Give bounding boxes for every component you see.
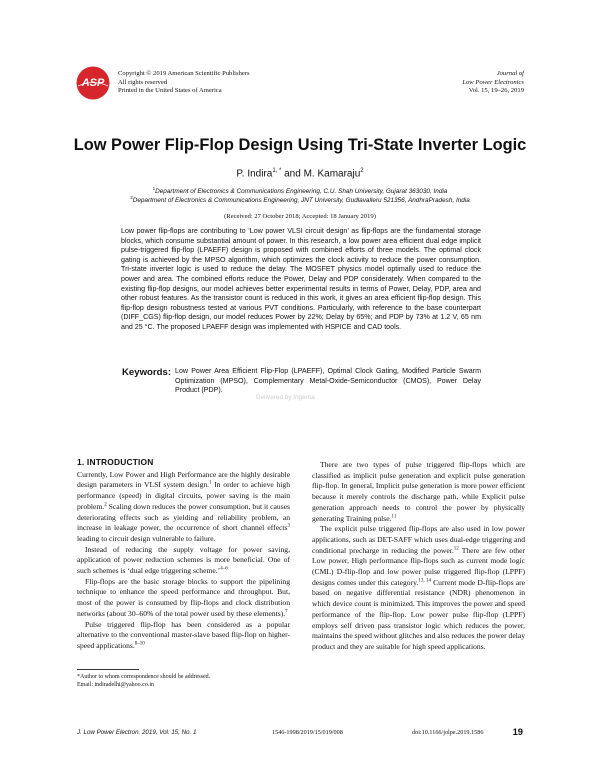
footer-citation: J. Low Power Electron. 2019, Vol. 15, No. 1 — [77, 729, 197, 736]
affiliation-1-text: Department of Electronics & Communications Engineering, C.U. Shah University, Gujarat 363030, India — [155, 188, 448, 196]
page-number: 19 — [512, 726, 523, 737]
asp-logo — [76, 66, 110, 100]
rights-line: All rights reserved — [118, 78, 168, 86]
footnote-correspondence: *Author to whom correspondence should be addressed. — [77, 674, 211, 680]
left-paragraph-4: Pulse triggered flip-flop has been considered as a popular alternative to the conventional master-slave based flip-flop on higher-speed applications.$^{8-10}$ — [77, 619, 290, 650]
author-1-sup: 1, * — [272, 168, 282, 174]
section-title: INTRODUCTION — [86, 457, 154, 467]
watermark: Delivered by Ingenta — [256, 394, 315, 401]
logo-text: ASP — [81, 77, 105, 89]
right-paragraph-1: There are two types of pulse triggered flip-flops which are classified as implicit pulse generation and explicit pulse generation flip-flop. In general, Implicit pulse generation is more power efficient because it merely controls the discharge path, while Explicit pulse generation approach needs to control the power by physically generating Training pulse.$^{11}$ — [312, 460, 525, 523]
printed-line: Printed in the United States of America — [118, 87, 222, 95]
page-footer — [77, 726, 523, 740]
author-2-sup: 2 — [360, 168, 364, 174]
paper-title: Low Power Flip-Flop Design Using Tri-State Inverter Logic — [73, 136, 527, 154]
keywords-text: Low Power Area Efficient Flip-Flop (LPAEFF), Optimal Clock Gating, Modified Particle Swarm Optimization (MPSO), Complementary Metal-Oxide-Semiconductor (CMOS), Power Delay Product (PDP). — [175, 367, 481, 395]
received-dates: (Received: 27 October 2018; Accepted: 18 January 2019) — [224, 213, 376, 220]
affiliation-2-text: Department of Electronics & Communications Engineering, JNT University, Gudlavalleru 521356, AndhraPradesh, India — [132, 197, 470, 205]
section-heading — [77, 457, 290, 468]
affiliation-1 — [60, 186, 540, 195]
section-number: 1. — [77, 457, 85, 467]
footer-issn: 1546-1998/2019/15/019/008 — [272, 729, 343, 736]
author-and: and — [281, 168, 304, 180]
footnote-rule — [77, 669, 139, 670]
journal-of: Journal of — [496, 70, 524, 77]
publisher-info — [118, 70, 250, 96]
footnote-email: Email: indiradelhi@yahoo.co.in — [77, 682, 155, 688]
author-1: P. Indira — [236, 168, 273, 180]
journal-info — [462, 70, 524, 96]
right-paragraph-2: The explicit pulse triggered flip-flops are also used in low power applications, such as DET-SAFF which uses dual-edge triggering and conditional precharge in reducing the power.$^{12}$ There are few other Low power, High performance flip-flops such as current mode logic (CML) D-flip-flop and low power pulse triggered flip-flop (LPPF) designs comes under this category.$^{13, 14}$ Current mode D-flip-flops are based on negative differential resistance (NDR) phenomenon in which device count is minimized. This improves the power and speed performance of the flip-flop. Low power pulse flip-flop (LPPF) employs self driven pass transistor logic which reduces the power, maintains the speed without glitches and also reduces the power delay product and they are suitable for high speed applications. — [312, 524, 526, 651]
affiliation-2-sup: 2 — [130, 195, 133, 200]
footer-doi: doi:10.1166/jolpe.2019.1586 — [412, 729, 484, 736]
footnote — [77, 673, 290, 689]
affiliation-2 — [60, 195, 540, 204]
keywords-label: Keywords: — [122, 367, 172, 378]
left-paragraph-3: Flip-flops are the basic storage blocks to support the pipelining technique to enhance the speed performance and throughput. But, most of the power is consumed by flip-flops and clock distribution networks (about 30–60% of the total power used by these elements).$^7$ — [77, 576, 290, 618]
author-2: M. Kamaraju — [303, 168, 361, 180]
journal-volume: Vol. 15, 19–26, 2019 — [468, 87, 524, 95]
journal-name: Low Power Electronics — [462, 78, 524, 86]
right-column — [312, 460, 525, 653]
abstract: Low power flip-flops are contributing to ‘Low power VLSI circuit design’ as flip-flops are the fundamental storage blocks, which consume substantial amount of power. In this research, a low power area efficient dual edge implicit pulse-triggered flip-flop (LPAEFF) design is proposed with combined efforts of three models. The optimal clock gating is achieved by the MPSO algorithm, which optimizes the clock activity to reduce the power consumption. Tri-state inverter logic is used to reduce the delay. The MOSFET physics model optimally used to reduce the power and area. The combined efforts reduce the Power, Delay and PDP considerately. When compared to the existing flip-flop designs, our model achieves better experimental results in terms of Power, Delay, PDP, area and other robust features. As the transistor count is reduced in this work, it gives an area efficient flip-flop design. This flip-flop design robustness tested at various PVT conditions. Particularly, with reference to the base counterpart (DIFF_CGS) flip-flop design, our model reduces Power by 22%; Delay by 65%; and PDP by 73% at 1.2 V, 65 nm and 25 °C. The proposed LPAEFF design was implemented with HSPICE and CAD tools. — [121, 227, 481, 331]
affiliation-1-sup: 1 — [152, 186, 156, 191]
left-paragraph-1: Currently, Low Power and High Performance are the highly desirable design parameters in VLSI system design.$^1$ In order to achieve high performance (speed) in digital circuits, power saving is the main problem.$^2$ Scaling down reduces the power consumption, but it causes deteriorating effects such as yielding and reliability problem, an increase in leakage power, the occurrence of short channel effects$^3$ leading to circuit design vulnerable to failure. — [77, 469, 290, 543]
copyright-line: Copyright © 2019 American Scientific Publishers — [118, 70, 250, 77]
author-line — [60, 168, 540, 179]
left-column — [77, 457, 290, 652]
left-paragraph-2: Instead of reducing the supply voltage for power saving, application of power reduction schemes is more beneficial. One of such schemes is ‘dual edge triggering scheme.’$^{4-6}$ — [77, 544, 290, 576]
